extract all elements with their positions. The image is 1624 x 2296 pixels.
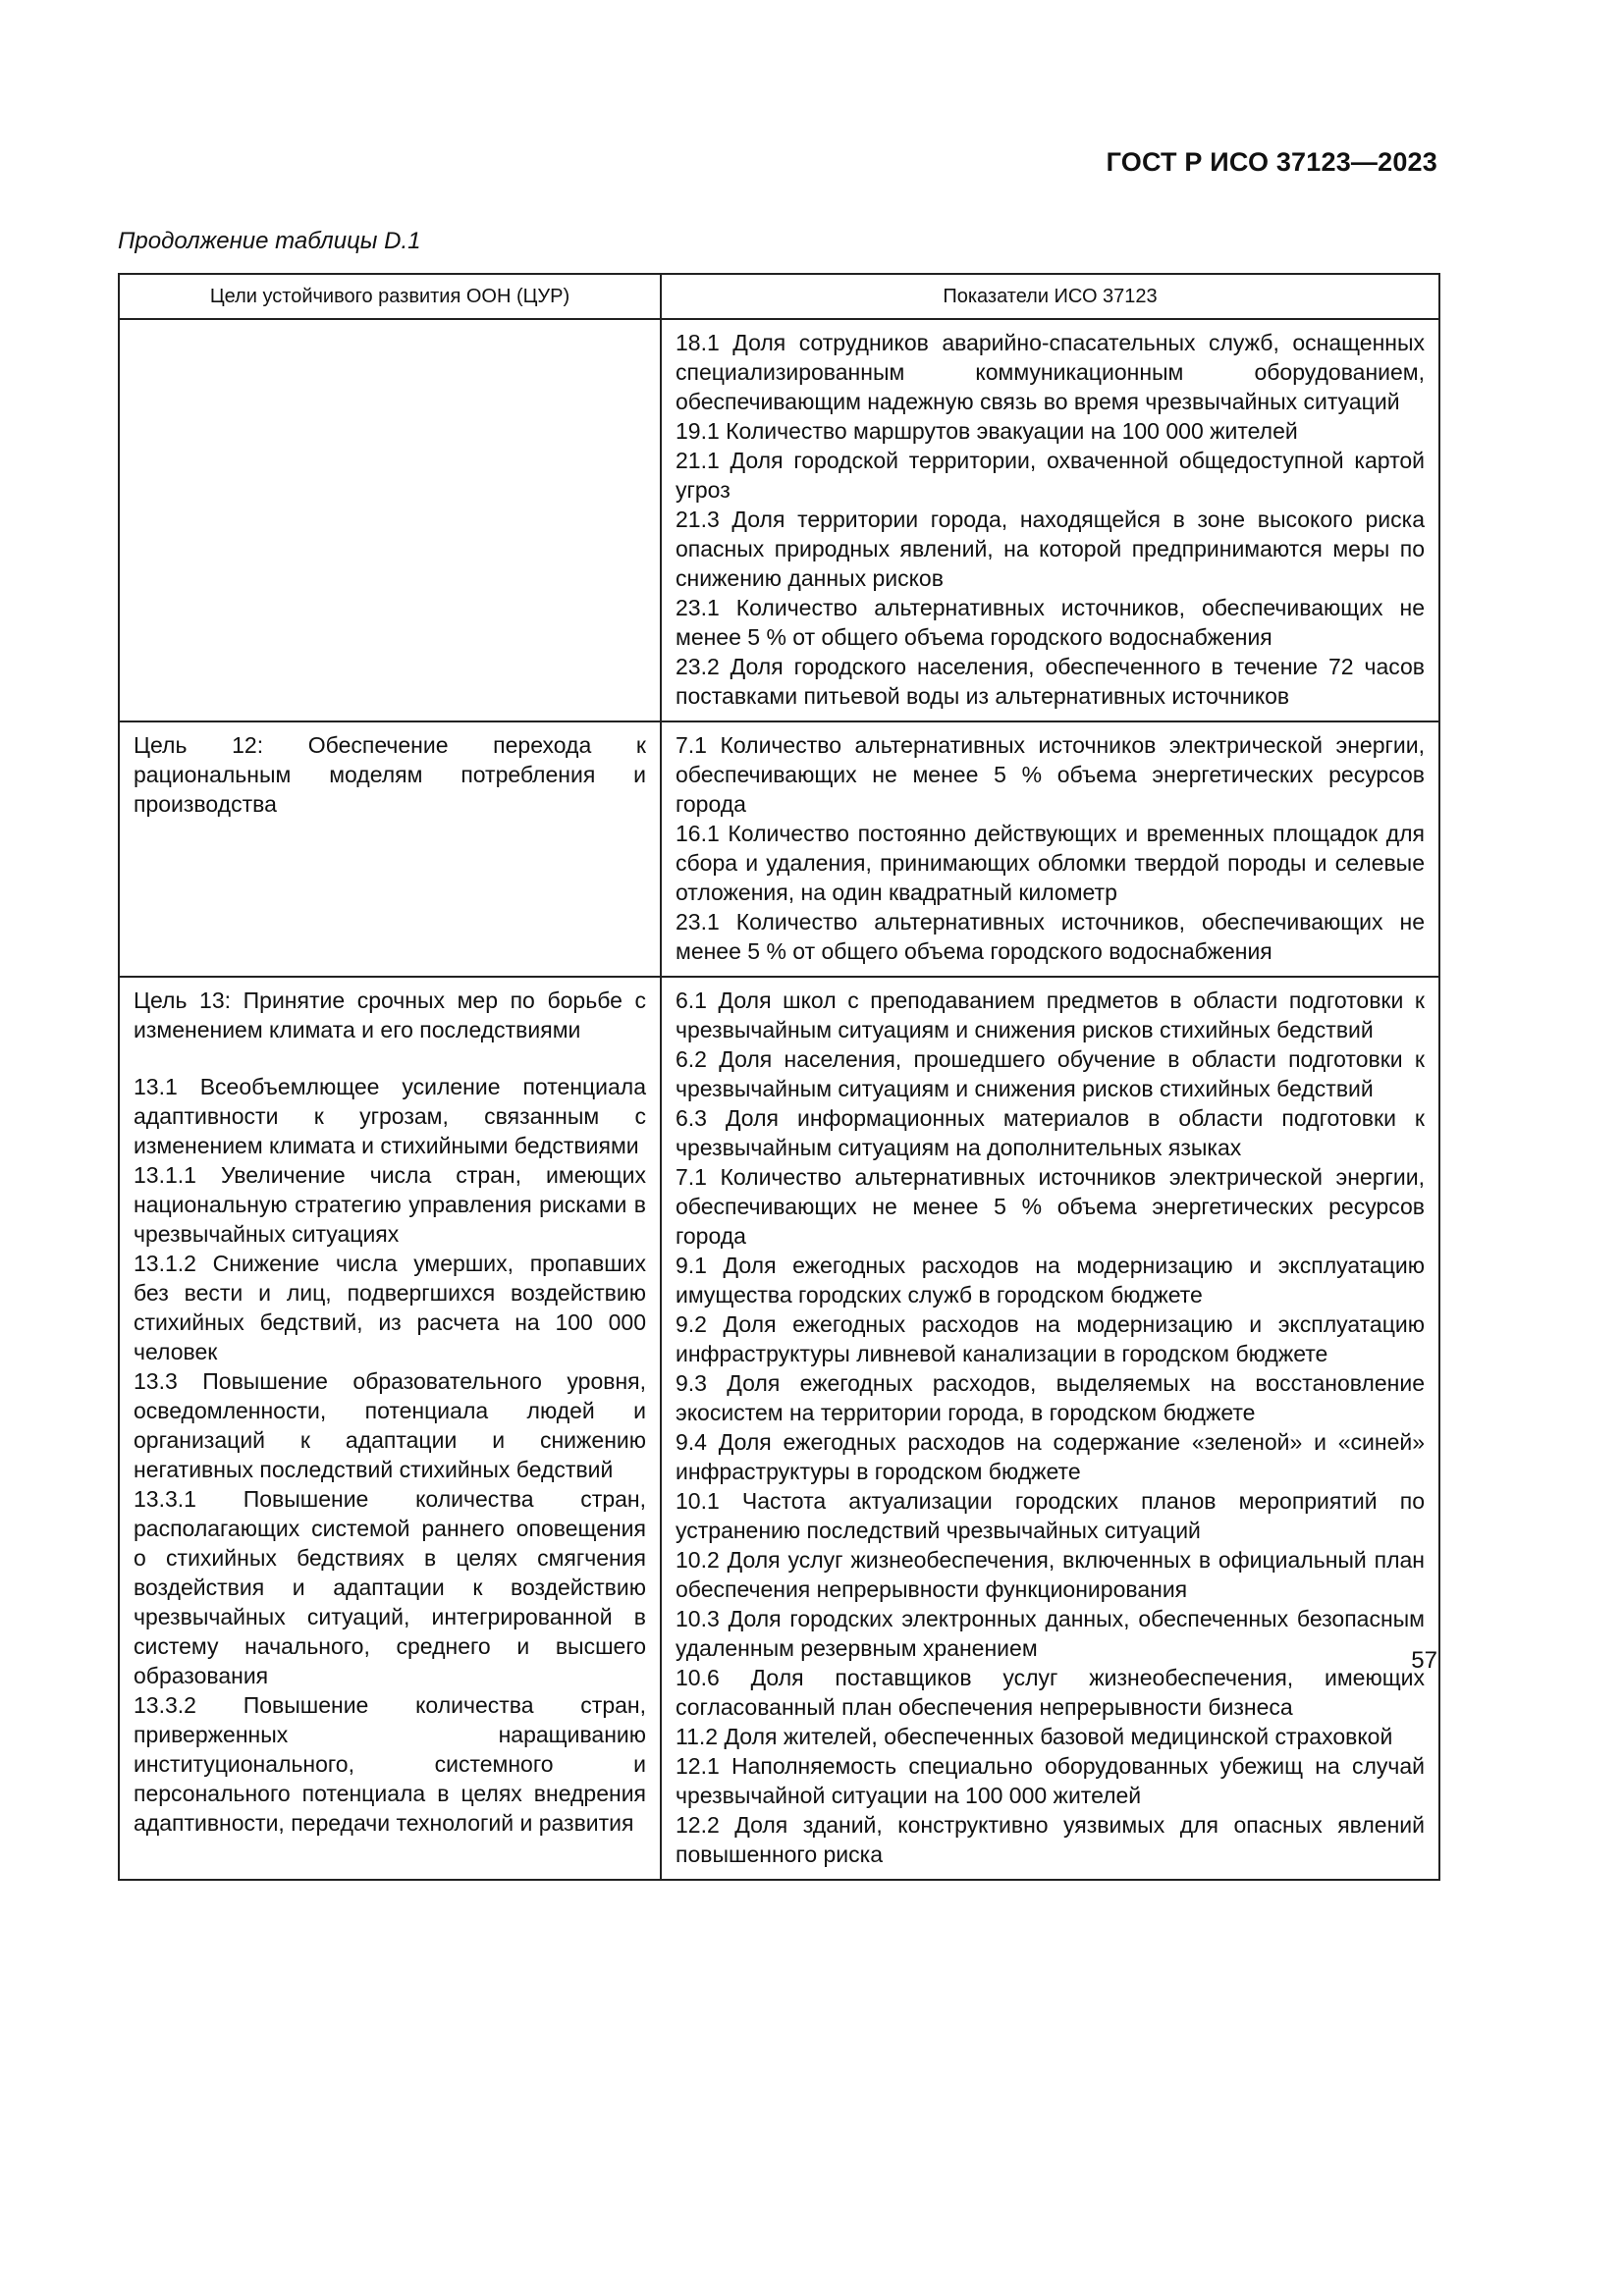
goal-cell <box>119 319 661 721</box>
indicator-item: 16.1 Количество постоянно действующих и временных площадок для сбора и удаления, принимающих обломки твердой породы и селевые отложения, на один квадратный километр <box>676 821 1425 905</box>
indicators-cell <box>661 319 1439 721</box>
column-header-sdg: Цели устойчивого развития ООН (ЦУР) <box>119 274 661 319</box>
indicators-cell <box>661 977 1439 1880</box>
document-designation: ГОСТ Р ИСО 37123—2023 <box>1106 147 1437 177</box>
goal-item: 13.1.2 Снижение числа умерших, пропавших без вести и лиц, подвергшихся воздействию стихийных бедствий, из расчета на 100 000 человек <box>134 1251 646 1364</box>
indicator-item: 9.3 Доля ежегодных расходов, выделяемых на восстановление экосистем на территории города, в городском бюджете <box>676 1370 1425 1425</box>
indicator-item: 21.1 Доля городской территории, охваченной общедоступной картой угроз <box>676 448 1425 503</box>
indicator-item: 11.2 Доля жителей, обеспеченных базовой медицинской страховкой <box>676 1724 1393 1749</box>
indicator-item: 7.1 Количество альтернативных источников электрической энергии, обеспечивающих не менее 5 % объема энергетических ресурсов города <box>676 732 1425 817</box>
spacer <box>134 1044 646 1072</box>
indicator-item: 12.1 Наполняемость специально оборудованных убежищ на случай чрезвычайной ситуации на 100 000 жителей <box>676 1753 1425 1808</box>
page-number: 57 <box>1411 1647 1437 1674</box>
table-row <box>119 319 1439 721</box>
indicators-table <box>118 273 1440 1881</box>
indicator-item: 10.2 Доля услуг жизнеобеспечения, включенных в официальный план обеспечения непрерывности функционирования <box>676 1547 1425 1602</box>
goal-item: 13.3 Повышение образовательного уровня, осведомленности, потенциала людей и организаций к адаптации и снижению негативных последствий стихийных бедствий <box>134 1368 646 1482</box>
goal-item: 13.1.1 Увеличение числа стран, имеющих национальную стратегию управления рисками в чрезвычайных ситуациях <box>134 1162 646 1247</box>
goal-item: 13.3.1 Повышение количества стран, располагающих системой раннего оповещения о стихийных бедствиях в целях смягчения воздействия и адаптации к воздействию чрезвычайных ситуаций, интегрированной в систему начального, среднего и высшего образования <box>134 1486 646 1688</box>
table-caption: Продолжение таблицы D.1 <box>118 228 421 254</box>
indicator-item: 10.3 Доля городских электронных данных, обеспеченных безопасным удаленным резервным хранением <box>676 1606 1425 1661</box>
indicator-item: 6.3 Доля информационных материалов в области подготовки к чрезвычайным ситуациям на дополнительных языках <box>676 1105 1425 1160</box>
indicator-item: 21.3 Доля территории города, находящейся в зоне высокого риска опасных природных явлений, на которой предпринимаются меры по снижению данных рисков <box>676 507 1425 591</box>
indicator-item: 23.1 Количество альтернативных источников, обеспечивающих не менее 5 % от общего объема городского водоснабжения <box>676 909 1425 964</box>
indicator-item: 10.1 Частота актуализации городских планов мероприятий по устранению последствий чрезвычайных ситуаций <box>676 1488 1425 1543</box>
indicator-item: 6.1 Доля школ с преподаванием предметов в области подготовки к чрезвычайным ситуациям и снижения рисков стихийных бедствий <box>676 988 1425 1042</box>
indicator-item: 18.1 Доля сотрудников аварийно-спасательных служб, оснащенных специализированным коммуникационным оборудованием, обеспечивающим надежную связь во время чрезвычайных ситуаций <box>676 330 1425 414</box>
indicator-item: 23.2 Доля городского населения, обеспеченного в течение 72 часов поставками питьевой воды из альтернативных источников <box>676 654 1425 709</box>
indicator-item: 12.2 Доля зданий, конструктивно уязвимых для опасных явлений повышенного риска <box>676 1812 1425 1867</box>
goal-item: Цель 13: Принятие срочных мер по борьбе с изменением климата и его последствиями <box>134 988 646 1042</box>
indicator-item: 7.1 Количество альтернативных источников электрической энергии, обеспечивающих не менее 5 % объема энергетических ресурсов города <box>676 1164 1425 1249</box>
indicator-item: 9.2 Доля ежегодных расходов на модернизацию и эксплуатацию инфраструктуры ливневой канализации в городском бюджете <box>676 1311 1425 1366</box>
table-row <box>119 721 1439 977</box>
table-row <box>119 977 1439 1880</box>
goal-item: 13.1 Всеобъемлющее усиление потенциала адаптивности к угрозам, связанным с изменением климата и стихийными бедствиями <box>134 1074 646 1158</box>
goal-item: Цель 12: Обеспечение перехода к рациональным моделям потребления и производства <box>134 732 646 817</box>
column-header-iso-indicators: Показатели ИСО 37123 <box>661 274 1439 319</box>
indicator-item: 9.1 Доля ежегодных расходов на модернизацию и эксплуатацию имущества городских служб в городском бюджете <box>676 1253 1425 1308</box>
indicator-item: 10.6 Доля поставщиков услуг жизнеобеспечения, имеющих согласованный план обеспечения непрерывности бизнеса <box>676 1665 1425 1720</box>
goal-cell <box>119 721 661 977</box>
indicator-item: 9.4 Доля ежегодных расходов на содержание «зеленой» и «синей» инфраструктуры в городском бюджете <box>676 1429 1425 1484</box>
indicator-item: 23.1 Количество альтернативных источников, обеспечивающих не менее 5 % от общего объема городского водоснабжения <box>676 595 1425 650</box>
indicators-cell <box>661 721 1439 977</box>
goal-item: 13.3.2 Повышение количества стран, приверженных наращиванию институционального, системного и персонального потенциала в целях внедрения адаптивности, передачи технологий и развития <box>134 1692 646 1836</box>
indicator-item: 6.2 Доля населения, прошедшего обучение в области подготовки к чрезвычайным ситуациям и снижения рисков стихийных бедствий <box>676 1046 1425 1101</box>
goal-cell <box>119 977 661 1880</box>
table-header-row <box>119 274 1439 319</box>
indicator-item: 19.1 Количество маршрутов эвакуации на 100 000 жителей <box>676 418 1298 444</box>
